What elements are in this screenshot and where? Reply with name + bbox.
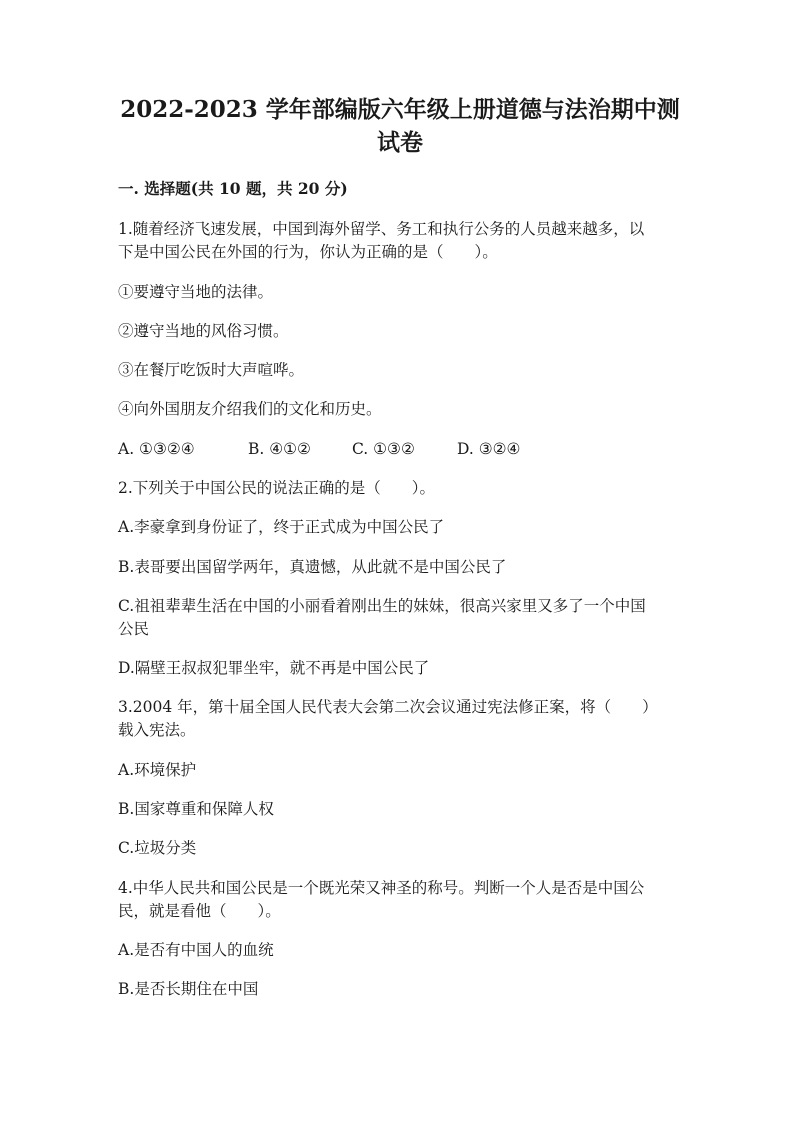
q1-option-c: C. ①③② [352,440,415,458]
q1-stem-line-1: 1.随着经济飞速发展，中国到海外留学、务工和执行公务的人员越来越多，以 [118,220,645,238]
q2-option-c-line-1: C.祖祖辈辈生活在中国的小丽看着刚出生的妹妹，很高兴家里又多了一个中国 [118,597,646,615]
q1-statement-1: ①要遵守当地的法律。 [118,283,274,301]
q2-option-d: D.隔壁王叔叔犯罪坐牢，就不再是中国公民了 [118,659,430,677]
q1-options [118,438,678,460]
q1-option-a: A. ①③②④ [118,440,195,458]
q1-stem-line-2: 下是中国公民在外国的行为，你认为正确的是（ ）。 [118,243,498,261]
q1-statement-3: ③在餐厅吃饭时大声喧哗。 [118,361,305,379]
q2-option-b: B.表哥要出国留学两年，真遗憾，从此就不是中国公民了 [118,558,507,576]
q3-option-b: B.国家尊重和保障人权 [118,800,274,818]
q1-option-b: B. ④①② [248,440,311,458]
q4-stem-line-1: 4.中华人民共和国公民是一个既光荣又神圣的称号。判断一个人是否是中国公 [118,879,645,897]
section-heading: 一. 选择题(共 10 题，共 20 分) [118,179,348,198]
q3-stem-line-2: 载入宪法。 [118,721,196,739]
q2-option-c-line-2: 公民 [118,620,150,638]
q1-option-d: D. ③②④ [457,440,521,458]
q3-stem-line-1: 3.2004 年，第十届全国人民代表大会第二次会议通过宪法修正案，将（ ） [118,698,658,716]
title-line-2: 试卷 [377,129,423,156]
q4-option-b: B.是否长期住在中国 [118,980,259,998]
q1-statement-4: ④向外国朋友介绍我们的文化和历史。 [118,400,382,418]
q3-option-c: C.垃圾分类 [118,839,197,857]
title-line-1: 2022-2023 学年部编版六年级上册道德与法治期中测 [120,96,680,123]
page-title [100,93,700,159]
q4-option-a: A.是否有中国人的血统 [118,941,274,959]
q1-statement-2: ②遵守当地的风俗习惯。 [118,322,289,340]
q2-option-a: A.李豪拿到身份证了，终于正式成为中国公民了 [118,518,445,536]
q4-stem-line-2: 民，就是看他（ ）。 [118,902,281,920]
q2-stem: 2.下列关于中国公民的说法正确的是（ ）。 [118,479,436,497]
q3-option-a: A.环境保护 [118,761,197,779]
